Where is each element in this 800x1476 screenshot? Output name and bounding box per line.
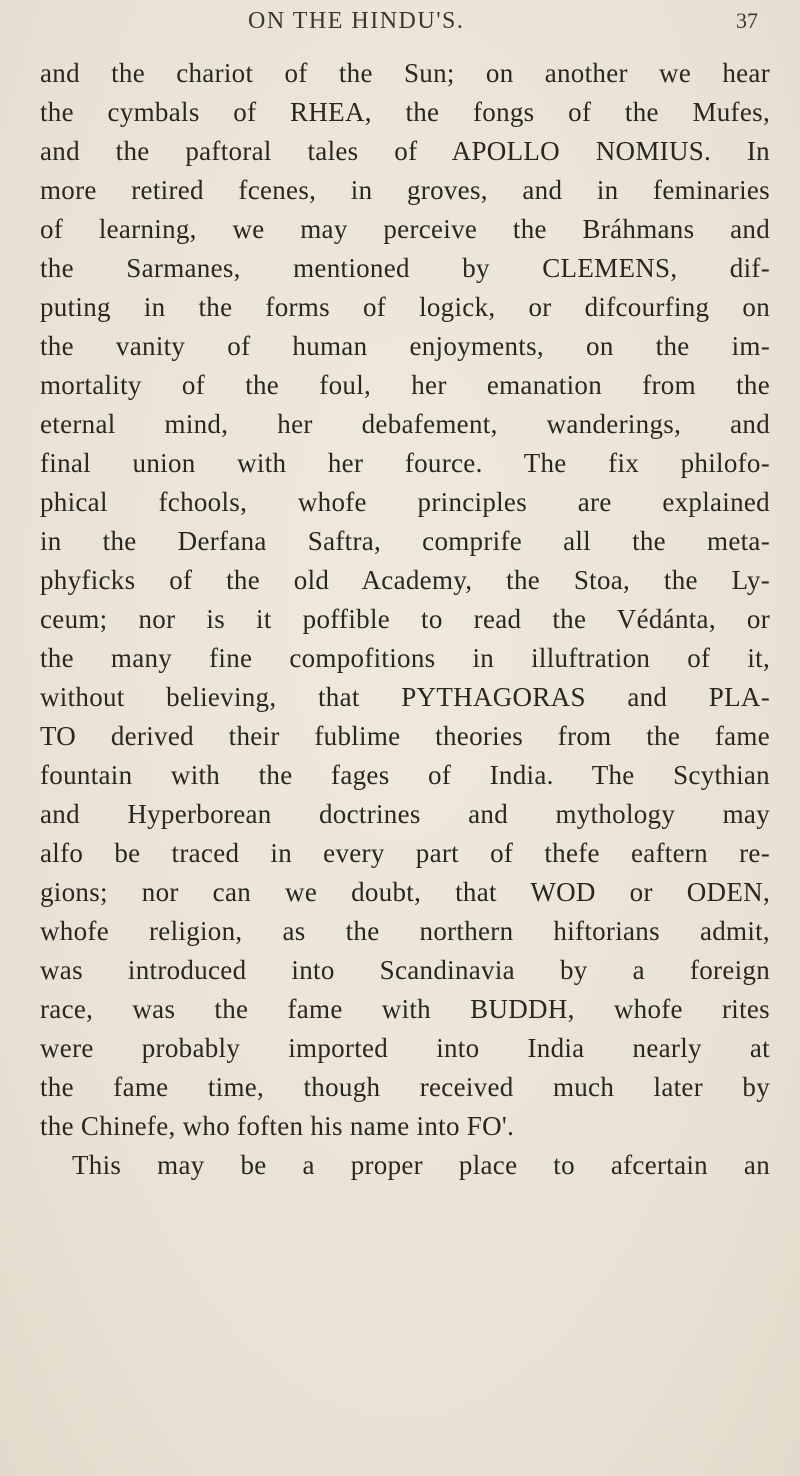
text-line: was introduced into Scandinavia by a foreign bbox=[40, 955, 770, 985]
text-line: and Hyperborean doctrines and mythology may bbox=[40, 799, 770, 829]
page-number: 37 bbox=[736, 8, 758, 33]
text-line: the vanity of human enjoyments, on the im- bbox=[40, 331, 770, 361]
text-line: the cymbals of RHEA, the fongs of the Mufes, bbox=[40, 97, 770, 127]
body-text bbox=[40, 54, 770, 1185]
text-line: of learning, we may perceive the Bráhmans and bbox=[40, 214, 770, 244]
text-line: and the chariot of the Sun; on another we hear bbox=[40, 58, 770, 88]
text-line: and the paftoral tales of APOLLO NOMIUS. In bbox=[40, 136, 770, 166]
text-line: whofe religion, as the northern hiftorians admit, bbox=[40, 916, 770, 946]
text-line: TO derived their fublime theories from the fame bbox=[40, 721, 770, 751]
text-line: race, was the fame with BUDDH, whofe rites bbox=[40, 994, 770, 1024]
text-line: ceum; nor is it poffible to read the Védánta, or bbox=[40, 604, 770, 634]
text-line: the fame time, though received much later by bbox=[40, 1072, 770, 1102]
text-line: final union with her fource. The fix philofo- bbox=[40, 448, 770, 478]
text-line: gions; nor can we doubt, that WOD or ODEN, bbox=[40, 877, 770, 907]
text-line: puting in the forms of logick, or difcourfing on bbox=[40, 292, 770, 322]
text-line: the many fine compofitions in illuftration of it, bbox=[40, 643, 770, 673]
text-line: mortality of the foul, her emanation from the bbox=[40, 370, 770, 400]
text-line: phyficks of the old Academy, the Stoa, the Ly- bbox=[40, 565, 770, 595]
text-line: the Chinefe, who foften his name into FO'. bbox=[40, 1111, 515, 1141]
text-line: more retired fcenes, in groves, and in feminaries bbox=[40, 175, 770, 205]
text-line: phical fchools, whofe principles are explained bbox=[40, 487, 770, 517]
text-line: without believing, that PYTHAGORAS and PLA- bbox=[40, 682, 770, 712]
text-line: eternal mind, her debafement, wanderings, and bbox=[40, 409, 770, 439]
text-line: were probably imported into India nearly at bbox=[40, 1033, 770, 1063]
text-line: alfo be traced in every part of thefe eaftern re- bbox=[40, 838, 770, 868]
text-line: in the Derfana Saftra, comprife all the meta- bbox=[40, 526, 770, 556]
text-line: This may be a proper place to afcertain an bbox=[72, 1150, 770, 1180]
page-header bbox=[0, 8, 800, 44]
running-title: ON THE HINDU'S. bbox=[248, 8, 465, 34]
text-line: the Sarmanes, mentioned by CLEMENS, dif- bbox=[40, 253, 770, 283]
text-line: fountain with the fages of India. The Scythian bbox=[40, 760, 770, 790]
